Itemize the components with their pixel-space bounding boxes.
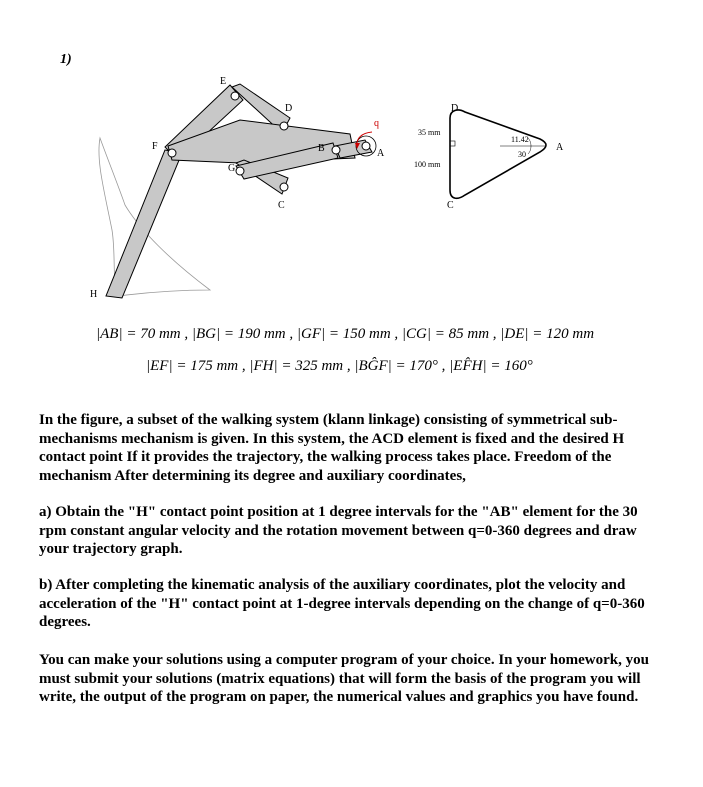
joint-b (332, 146, 340, 154)
triangle-acd (450, 110, 546, 198)
label-a: A (377, 148, 385, 159)
triangle-label-c: C (447, 200, 454, 211)
dim-30: 30 (518, 150, 526, 159)
label-q: q (374, 118, 379, 129)
triangle-label-a: A (556, 142, 564, 153)
joint-f (168, 149, 176, 157)
equation-line-1: |AB| = 70 mm , |BG| = 190 mm , |GF| = 150 mm , |CG| = 85 mm , |DE| = 120 mm (96, 326, 595, 342)
label-f: F (152, 141, 158, 152)
dim-35mm: 35 mm (418, 128, 441, 137)
dim-angle: 11.42 (511, 135, 529, 144)
dim-100mm: 100 mm (414, 160, 441, 169)
link-fh (106, 150, 182, 298)
label-d: D (285, 103, 293, 114)
question-number: 1) (60, 52, 72, 67)
label-c: C (278, 200, 285, 211)
joint-e (231, 92, 239, 100)
joint-d (280, 122, 288, 130)
triangle-label-d: D (451, 103, 459, 114)
closing-paragraph: You can make your solutions using a computer program of your choice. In your homework, you must submit your solutions (matrix equations) that will form the basis of the program you will write, the output of the program on paper, the numerical values and graphics you have found. (39, 652, 649, 705)
equation-line-2: |EF| = 175 mm , |FH| = 325 mm , |BĜF| = 170° , |EF̂H| = 160° (146, 358, 533, 374)
label-h: H (90, 289, 98, 300)
part-b-paragraph: b) After completing the kinematic analysis of the auxiliary coordinates, plot the velocity and acceleration of the "H" contact point at 1-degree intervals depending on the change of q=0-360 degrees. (39, 577, 645, 630)
intro-paragraph: In the figure, a subset of the walking system (klann linkage) consisting of symmetrical sub-mechanisms mechanism is given. In this system, the ACD element is fixed and the desired H contact point If it provides the trajectory, the walking process takes place. Freedom of the mechanism After determining its degree and auxiliary coordinates, (39, 412, 625, 484)
joint-a (362, 142, 370, 150)
joint-c (280, 183, 288, 191)
label-e: E (220, 76, 227, 87)
joint-g (236, 167, 244, 175)
part-a-paragraph: a) Obtain the "H" contact point position at 1 degree intervals for the "AB" element for the 30 rpm constant angular velocity and the rotation movement between q=0-360 degrees and draw your trajectory graph. (39, 504, 638, 557)
label-b: B (318, 143, 325, 154)
label-g: G (228, 163, 236, 174)
